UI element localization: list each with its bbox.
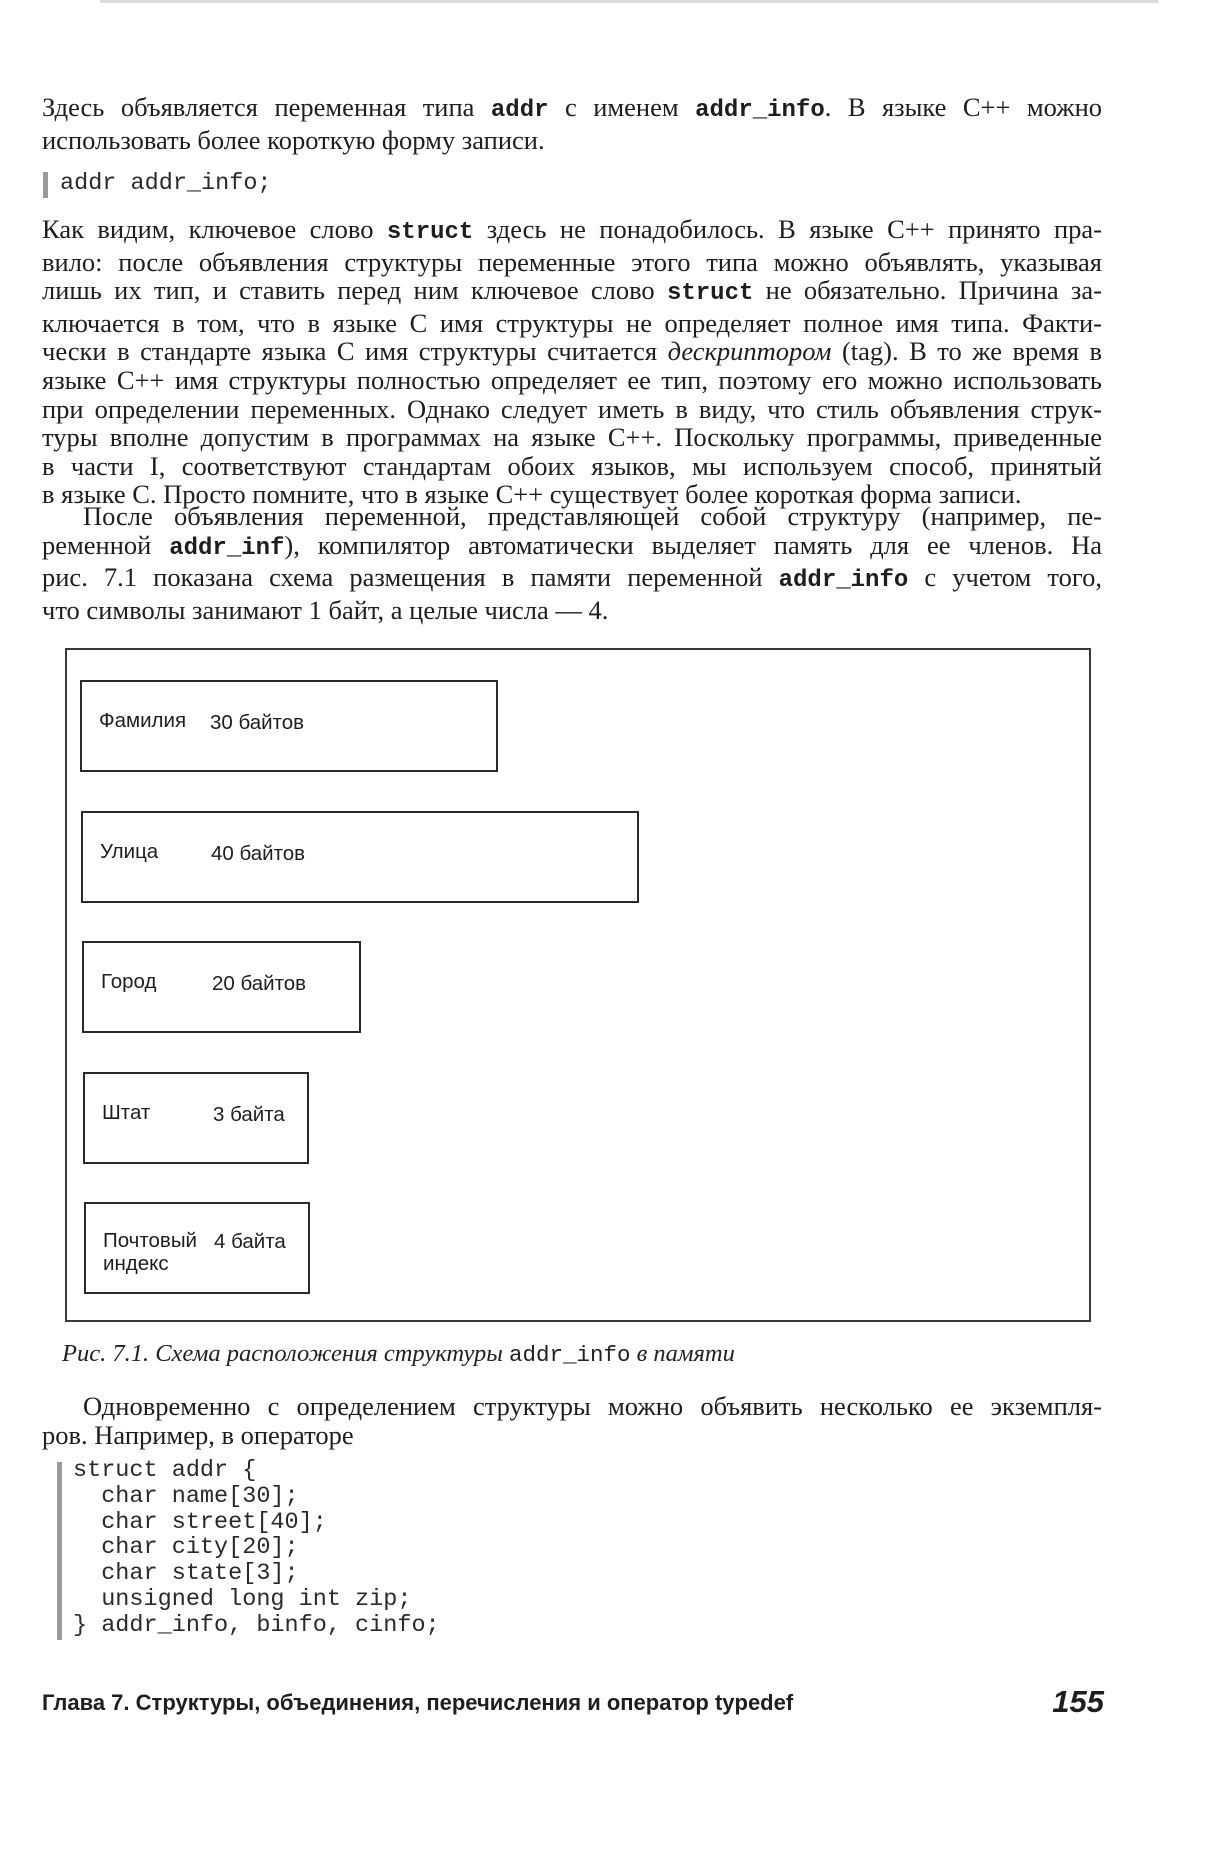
inline-code: addr — [490, 97, 549, 124]
text-line: туры вполне допустим в программах на языке С++. Поскольку программы, приведенные — [42, 422, 1102, 453]
memory-field-box — [82, 941, 361, 1033]
caption-text: Рис. 7.1. Схема расположения структуры — [62, 1340, 509, 1367]
inline-code: addr_inf — [169, 534, 285, 562]
text-line: ключается в том, что в языке С имя структуры не определяет полное имя типа. Факти- — [42, 307, 1102, 338]
memory-field-box — [81, 811, 639, 903]
field-name: Город — [101, 970, 157, 993]
chapter-label: Глава 7. — [42, 1690, 130, 1715]
field-name: Штат — [102, 1100, 151, 1124]
memory-field-box — [83, 1072, 309, 1164]
text-line: ременной addr_inf), компилятор автоматически выделяет память для ее членов. На — [42, 529, 1102, 562]
field-size: 4 байта — [214, 1230, 286, 1253]
text-line: что символы занимают 1 байт, а целые числа — 4. — [42, 594, 609, 625]
inline-code: addr_info — [695, 97, 825, 124]
field-size: 40 байтов — [211, 841, 306, 865]
text-line: Одновременно с определением структуры можно объявить несколько ее экземпля- — [83, 1391, 1102, 1421]
text-line: ров. Например, в операторе — [42, 1419, 354, 1450]
text-line: Здесь объявляется переменная типа addr с именем addr_info. В языке С++ можно — [42, 92, 1102, 124]
field-size: 30 байтов — [210, 711, 305, 734]
caption-code: addr_info — [508, 1342, 631, 1368]
paragraph-1 — [42, 93, 1102, 154]
code-snippet-declaration: addr addr_info; — [60, 170, 272, 197]
page-number: 155 — [1052, 1684, 1104, 1719]
text-line: чески в стандарте языка С имя структуры считается дескриптором (tag). В то же время в — [42, 336, 1103, 367]
text-line: языке С++ имя структуры полностью определяет ее тип, поэтому его можно использовать — [42, 364, 1102, 395]
text-line: в языке С. Просто помните, что в языке С++ существует более короткая форма записи. — [42, 479, 1022, 510]
text-line: при определении переменных. Однако следует иметь в виду, что стиль объявления струк- — [42, 393, 1102, 424]
code-margin-bar — [57, 1462, 62, 1640]
memory-layout-figure — [65, 648, 1091, 1322]
field-name: Фамилия — [99, 709, 187, 732]
paragraph-4 — [42, 1392, 1102, 1449]
text-line: использовать более короткую форму записи. — [42, 124, 545, 155]
emphasis: дескриптором — [667, 336, 832, 367]
text-line: лишь их тип, и ставить перед ним ключевое слово struct не обязательно. Причина за- — [42, 275, 1102, 308]
page-top-rule — [100, 0, 1158, 3]
text-line: в части I, соответствуют стандартам обоих языков, мы используем способ, принятый — [42, 450, 1102, 481]
chapter-title: Структуры, объединения, перечисления и оператор typedef — [135, 1690, 794, 1715]
inline-code: struct — [386, 219, 474, 246]
paragraph-3 — [42, 502, 1102, 624]
text-line: Как видим, ключевое слово struct здесь не понадобилось. В языке С++ принято пра- — [42, 214, 1102, 246]
code-struct-definition: struct addr { char name[30]; char street[40]; char city[20]; char state[3]; unsigned long int zip; } addr_info, binfo, cinfo; — [73, 1457, 440, 1639]
caption-suffix: в памяти — [630, 1340, 735, 1367]
inline-code: struct — [666, 280, 754, 308]
page-footer — [42, 1684, 1104, 1724]
code-margin-bar — [43, 172, 48, 198]
field-size: 20 байтов — [212, 972, 307, 995]
text-line: вило: после объявления структуры переменные этого типа можно объявлять, указывая — [42, 246, 1102, 277]
field-name: Почтовый индекс — [103, 1229, 198, 1275]
memory-field-box — [84, 1202, 310, 1294]
field-name: Улица — [100, 839, 159, 863]
field-size: 3 байта — [213, 1102, 285, 1126]
footer-chapter — [42, 1690, 793, 1716]
text-line: После объявления переменной, представляющей собой структуру (например, пе- — [83, 501, 1102, 531]
paragraph-2 — [42, 215, 1102, 509]
memory-field-box — [80, 680, 498, 772]
text-line: рис. 7.1 показана схема размещения в памяти переменной addr_info с учетом того, — [42, 562, 1103, 595]
figure-caption — [62, 1340, 735, 1368]
inline-code: addr_info — [778, 567, 909, 595]
